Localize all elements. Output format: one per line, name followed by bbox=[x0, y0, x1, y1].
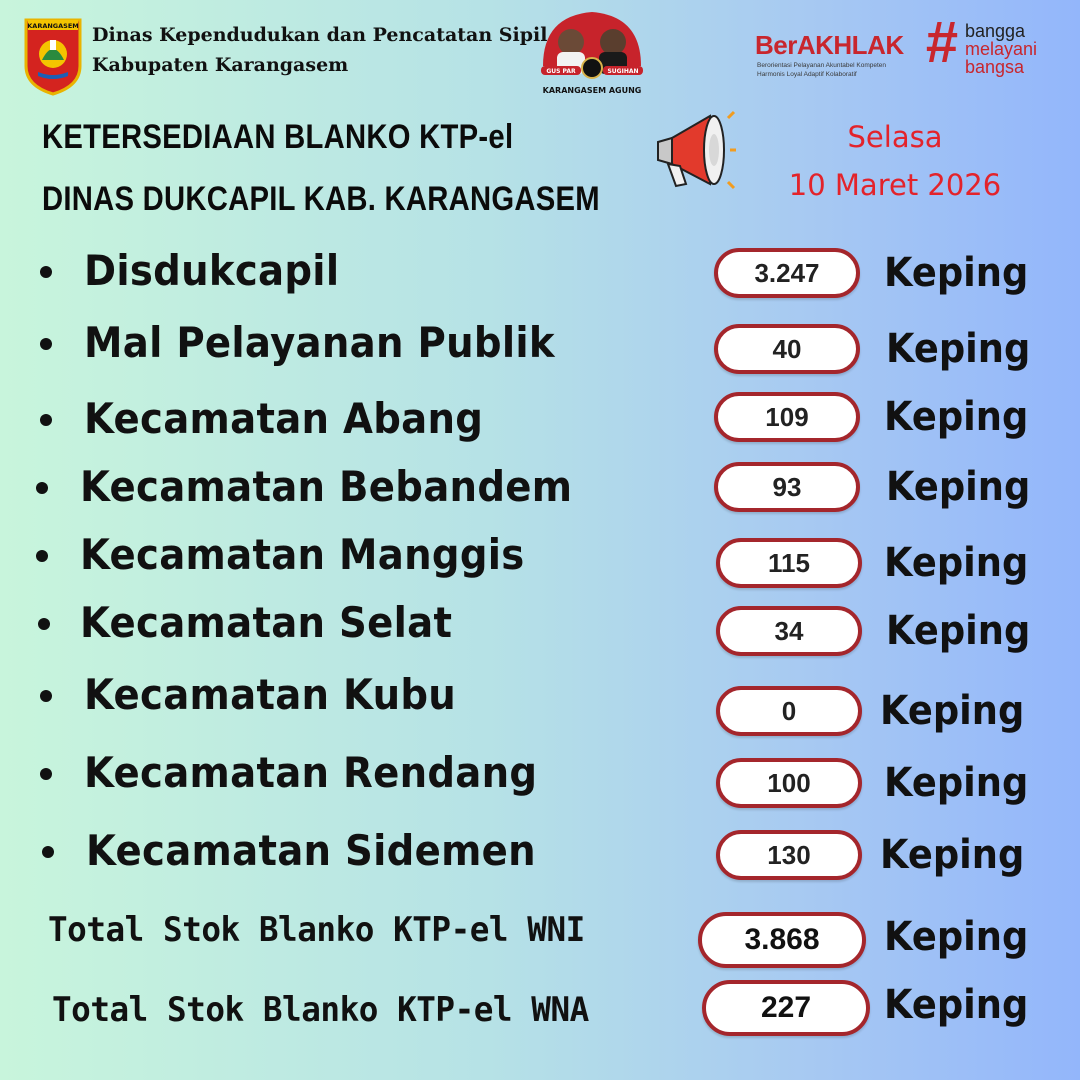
location-label: Kecamatan Manggis bbox=[80, 530, 525, 579]
regent-portrait-logo bbox=[533, 6, 651, 98]
unit-label: Keping bbox=[880, 688, 1025, 734]
stock-value-pill: 109 bbox=[714, 392, 860, 442]
total-label: Total Stok Blanko KTP-el WNA bbox=[52, 990, 589, 1030]
berakhlak-sub2: Harmonis Loyal Adaptif Kolaboratif bbox=[757, 71, 857, 78]
stock-value-pill: 34 bbox=[716, 606, 862, 656]
logo-text: KARANGASEM bbox=[27, 22, 79, 30]
location-label: Disdukcapil bbox=[84, 246, 340, 295]
location-label: Kecamatan Abang bbox=[84, 394, 484, 443]
unit-label: Keping bbox=[886, 608, 1031, 654]
megaphone-icon bbox=[650, 108, 736, 192]
list-bullet bbox=[40, 768, 52, 780]
stock-value-pill: 130 bbox=[716, 830, 862, 880]
list-bullet bbox=[40, 266, 52, 278]
list-bullet bbox=[40, 414, 52, 426]
stock-value-pill: 115 bbox=[716, 538, 862, 588]
total-label: Total Stok Blanko KTP-el WNI bbox=[48, 910, 585, 950]
unit-label: Keping bbox=[880, 832, 1025, 878]
unit-label: Keping bbox=[884, 394, 1029, 440]
total-value-pill: 227 bbox=[702, 980, 870, 1036]
stock-value-pill: 93 bbox=[714, 462, 860, 512]
page-title-line2: DINAS DUKCAPIL KAB. KARANGASEM bbox=[42, 180, 600, 218]
center-logo-name2: SUGIHAN bbox=[607, 68, 639, 75]
stock-value-pill: 3.247 bbox=[714, 248, 860, 298]
center-logo-caption: KARANGASEM AGUNG bbox=[542, 86, 642, 95]
location-label: Kecamatan Selat bbox=[80, 598, 453, 647]
unit-label: Keping bbox=[884, 760, 1029, 806]
karangasem-emblem-icon bbox=[22, 16, 84, 96]
unit-label: Keping bbox=[886, 326, 1031, 372]
unit-label: Keping bbox=[886, 464, 1031, 510]
hashtag-symbol: # bbox=[925, 10, 958, 75]
date-day: Selasa bbox=[847, 120, 943, 154]
date-full: 10 Maret 2026 bbox=[788, 168, 1002, 202]
unit-label: Keping bbox=[884, 982, 1029, 1028]
berakhlak-logo: BerAKHLAK bbox=[755, 30, 904, 60]
tagline-bangga: bangga bbox=[965, 21, 1026, 41]
location-label: Kecamatan Bebandem bbox=[80, 462, 573, 511]
location-label: Kecamatan Rendang bbox=[84, 748, 538, 797]
location-label: Mal Pelayanan Publik bbox=[84, 318, 555, 367]
list-bullet bbox=[42, 846, 54, 858]
list-bullet bbox=[40, 338, 52, 350]
stock-value-pill: 100 bbox=[716, 758, 862, 808]
stock-value-pill: 40 bbox=[714, 324, 860, 374]
tagline-melayani: melayani bbox=[965, 39, 1038, 59]
list-bullet bbox=[40, 690, 52, 702]
org-name-line1: Dinas Kependudukan dan Pencatatan Sipil bbox=[92, 24, 548, 46]
center-logo-name1: GUS PAR bbox=[546, 68, 576, 75]
location-label: Kecamatan Sidemen bbox=[86, 826, 536, 875]
unit-label: Keping bbox=[884, 914, 1029, 960]
tagline-bangsa: bangsa bbox=[965, 57, 1025, 77]
unit-label: Keping bbox=[884, 250, 1029, 296]
unit-label: Keping bbox=[884, 540, 1029, 586]
location-label: Kecamatan Kubu bbox=[84, 670, 457, 719]
list-bullet bbox=[36, 482, 48, 494]
page-title-line1: KETERSEDIAAN BLANKO KTP-el bbox=[42, 118, 514, 156]
list-bullet bbox=[36, 550, 48, 562]
org-name-line2: Kabupaten Karangasem bbox=[92, 54, 349, 76]
list-bullet bbox=[38, 618, 50, 630]
total-value-pill: 3.868 bbox=[698, 912, 866, 968]
berakhlak-sub1: Berorientasi Pelayanan Akuntabel Kompeten bbox=[757, 62, 887, 69]
stock-value-pill: 0 bbox=[716, 686, 862, 736]
